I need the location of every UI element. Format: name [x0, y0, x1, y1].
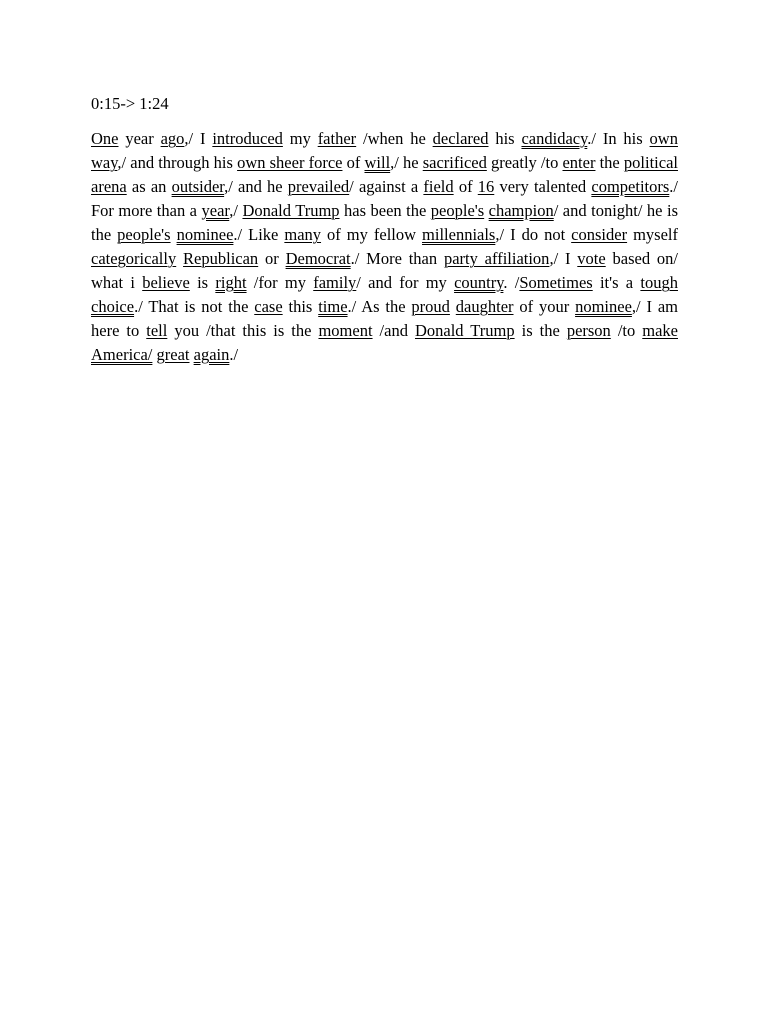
underlined-word: Sometimes: [519, 273, 593, 292]
underlined-word: 16: [477, 177, 495, 196]
double-underlined-word: country: [454, 273, 504, 292]
text-run: ./ As the: [347, 297, 412, 316]
underlined-word: person: [566, 321, 611, 340]
underlined-word: own way: [91, 129, 678, 172]
underlined-word: Donald Trump: [242, 201, 340, 220]
double-underlined-word: right: [215, 273, 247, 292]
text-run: is the: [514, 321, 567, 340]
text-run: ./ For more than a: [91, 177, 678, 220]
text-run: has been the: [339, 201, 431, 220]
underlined-word: One: [91, 129, 119, 148]
text-run: greatly /to: [486, 153, 563, 172]
double-underlined-word: nominee: [575, 297, 632, 316]
double-underlined-word: candidacy: [521, 129, 588, 148]
text-run: myself: [627, 225, 678, 244]
underlined-word: field: [423, 177, 454, 196]
text-run: year: [118, 129, 161, 148]
text-run: of your: [513, 297, 576, 316]
text-run: is: [189, 273, 216, 292]
text-run: it's a: [592, 273, 641, 292]
text-run: ,/ I am here to: [91, 297, 678, 340]
text-run: my: [282, 129, 318, 148]
underlined-word: sacrificed: [422, 153, 487, 172]
underlined-word: own sheer force: [237, 153, 343, 172]
timestamp: 0:15-> 1:24: [91, 94, 169, 113]
underlined-word: great: [156, 345, 190, 364]
text-run: you /that this is the: [167, 321, 319, 340]
text-run: or: [258, 249, 286, 268]
underlined-word: declared: [432, 129, 489, 148]
text-run: [176, 249, 183, 268]
text-run: this: [282, 297, 319, 316]
underlined-word: people's: [430, 201, 485, 220]
text-run: the: [595, 153, 624, 172]
underlined-word: tell: [146, 321, 168, 340]
double-underlined-word: competitors: [591, 177, 670, 196]
double-underlined-word: millennials: [422, 225, 496, 244]
text-run: ./ Like: [233, 225, 285, 244]
underlined-word: proud: [411, 297, 450, 316]
text-run: . /: [503, 273, 520, 292]
underlined-word: arena: [91, 177, 127, 196]
underlined-word: many: [284, 225, 322, 244]
text-run: ,/ I: [549, 249, 578, 268]
double-underlined-word: outsider: [171, 177, 225, 196]
text-run: of: [342, 153, 365, 172]
underlined-word: categorically: [91, 249, 177, 268]
document-content: [91, 93, 678, 367]
underlined-word: people's: [117, 225, 171, 244]
double-underlined-word: year: [201, 201, 230, 220]
double-underlined-word: America/: [91, 345, 153, 364]
text-run: as an: [126, 177, 172, 196]
text-run: ./ In his: [587, 129, 650, 148]
underlined-word: moment: [318, 321, 373, 340]
double-underlined-word: choice: [91, 297, 135, 316]
text-run: ./ More than: [350, 249, 444, 268]
double-underlined-word: champion: [488, 201, 554, 220]
double-underlined-word: Democrat: [285, 249, 351, 268]
underlined-word: enter: [562, 153, 596, 172]
text-run: ,/ and he: [224, 177, 288, 196]
double-underlined-word: will: [364, 153, 391, 172]
text-run: ./: [229, 345, 239, 364]
underlined-word: father: [317, 129, 357, 148]
double-underlined-word: time: [318, 297, 348, 316]
transcript-paragraph: [91, 127, 678, 367]
underlined-word: daughter: [455, 297, 514, 316]
text-run: / against a: [349, 177, 424, 196]
underlined-word: make: [642, 321, 678, 340]
underlined-word: political: [623, 153, 678, 172]
text-run: of my fellow: [321, 225, 423, 244]
text-run: ,/ and through his: [117, 153, 238, 172]
underlined-word: prevailed: [287, 177, 350, 196]
underlined-word: case: [254, 297, 283, 316]
text-run: / and tonight/ he is the: [91, 201, 678, 244]
underlined-word: ago: [160, 129, 185, 148]
underlined-word: consider: [571, 225, 628, 244]
text-run: his: [488, 129, 522, 148]
underlined-word: Donald Trump: [414, 321, 515, 340]
text-run: /when he: [356, 129, 433, 148]
text-run: ,/ I: [184, 129, 213, 148]
text-run: of: [453, 177, 478, 196]
underlined-word: Republican: [183, 249, 259, 268]
underlined-word: party affiliation: [443, 249, 550, 268]
text-run: /for my: [246, 273, 314, 292]
text-run: /and: [372, 321, 415, 340]
text-run: based on/ what i: [91, 249, 678, 292]
text-run: very talented: [494, 177, 592, 196]
underlined-word: believe: [142, 273, 190, 292]
double-underlined-word: nominee: [176, 225, 234, 244]
double-underlined-word: again: [193, 345, 230, 364]
text-run: /to: [610, 321, 643, 340]
text-run: ./ That is not the: [134, 297, 255, 316]
underlined-word: tough: [640, 273, 678, 292]
text-run: ,/: [229, 201, 243, 220]
underlined-word: introduced: [212, 129, 283, 148]
text-run: ,/ he: [390, 153, 423, 172]
underlined-word: vote: [577, 249, 606, 268]
text-run: / and for my: [356, 273, 455, 292]
underlined-word: family: [313, 273, 357, 292]
text-run: ,/ I do not: [495, 225, 572, 244]
